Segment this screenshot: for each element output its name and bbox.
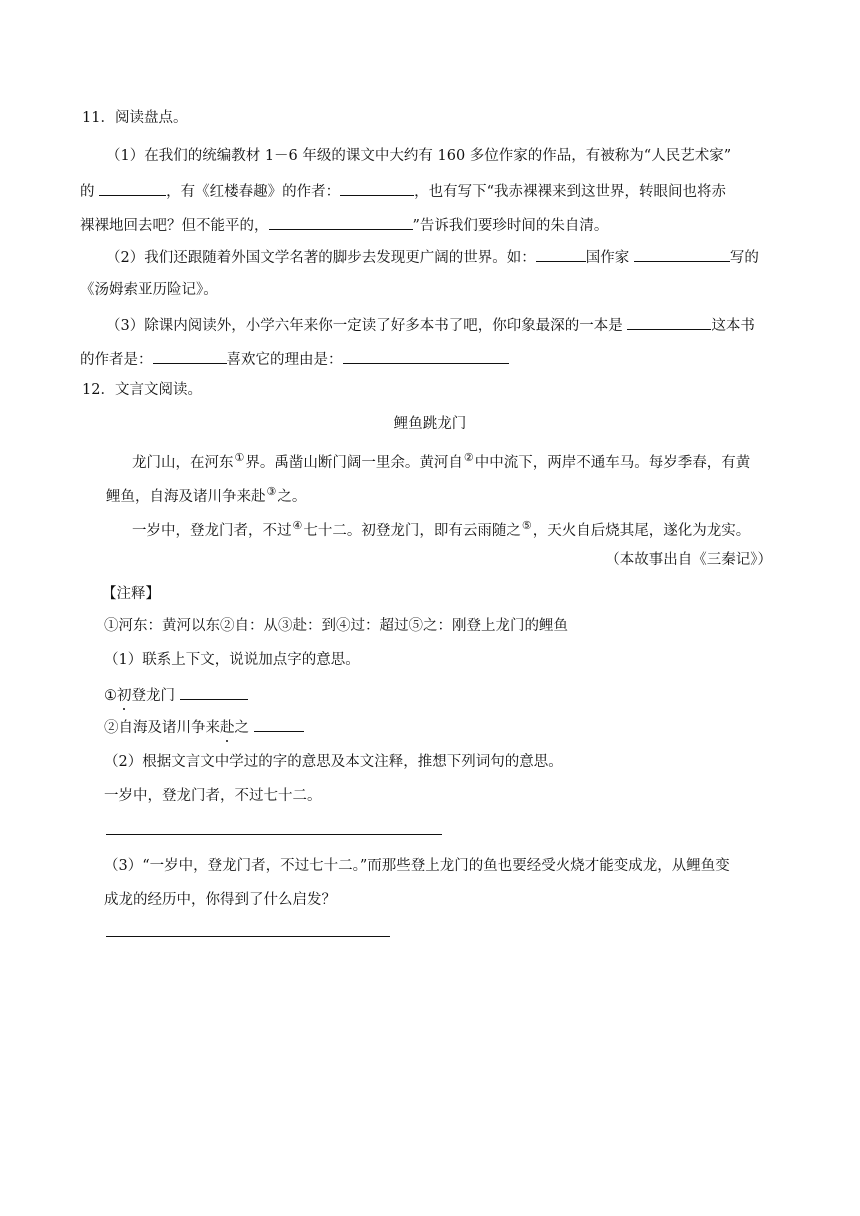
subquestion-1-item-2 — [104, 716, 304, 738]
q11-p3-text-4: 喜欢它的理由是： — [226, 352, 343, 368]
subquestion-2: （2）根据文言文中学过的字的意思及本文注释，推想下列词句的意思。 — [104, 754, 563, 770]
subquestion-1-item-1 — [104, 684, 248, 706]
q11-p2-text-2: 国作家 — [585, 250, 634, 266]
subquestion-2-sentence: 一岁中，登龙门者，不过七十二。 — [104, 788, 322, 804]
answer-blank-book-author[interactable] — [153, 348, 227, 364]
passage-para2 — [132, 516, 750, 541]
q11-p1-text-2: ，有《红楼春趣》的作者： — [166, 184, 341, 200]
dotted-char-chu: 初 — [117, 688, 132, 704]
q11-p2-text-1: （2）我们还跟随着外国文学名著的脚步去发现更广阔的世界。如： — [106, 250, 536, 266]
passage-text-8: ，天火自后烧其尾，遂化为龙实。 — [532, 523, 751, 539]
passage-para1-line-b — [106, 482, 306, 507]
subquestion-1: （1）联系上下文，说说加点字的意思。 — [104, 652, 360, 668]
notes-heading: 【注释】 — [102, 586, 160, 602]
passage-text-6: 一岁中，登龙门者，不过 — [132, 523, 292, 539]
q11-p2-line-a — [106, 246, 759, 268]
q11-p1-line-c — [80, 214, 608, 236]
answer-blank-zhuziqing-title[interactable] — [269, 214, 413, 230]
q11-p1-line-b — [80, 180, 726, 202]
q11-p3-text-1: （3）除课内阅读外，小学六年来你一定读了好多本书了吧，你印象最深的一本是 — [106, 318, 628, 334]
subquestion-3-line-b: 成龙的经历中，你得到了什么启发？ — [104, 892, 336, 908]
q11-p1-text-5: ”告诉我们要珍时间的朱自清。 — [412, 218, 609, 234]
q11-p3-text-2: 这本书 — [711, 318, 755, 334]
q11-p1-line-a: （1）在我们的统编教材 1－6 年级的课文中大约有 160 多位作家的作品，有被称为“人民艺术家” — [106, 148, 732, 164]
note-marker-5: ⑤ — [521, 519, 532, 532]
q11-p1-text-1: 的 — [80, 184, 100, 200]
note-marker-3: ③ — [266, 485, 277, 498]
answer-line-inspiration[interactable] — [106, 936, 390, 937]
passage-para1-line-a — [132, 448, 750, 473]
answer-blank-foreign-author[interactable] — [634, 246, 730, 262]
passage-text-4: 鲤鱼，自海及诸川争来赴 — [106, 489, 266, 505]
answer-blank-favorite-book[interactable] — [627, 314, 711, 330]
passage-source: （本故事出自《三秦记》） — [605, 552, 772, 568]
answer-blank-country[interactable] — [536, 246, 586, 262]
answer-blank-people-artist[interactable] — [99, 180, 166, 196]
passage-text-5: 之。 — [277, 489, 307, 505]
q11-p3-text-3: 的作者是： — [80, 352, 153, 368]
passage-text-1: 龙门山，在河东 — [132, 455, 234, 471]
answer-blank-fu[interactable] — [254, 716, 304, 732]
answer-blank-chu[interactable] — [180, 684, 248, 700]
subquestion-3-line-a: （3）“一岁中，登龙门者，不过七十二。”而那些登上龙门的鱼也要经受火烧才能变成龙，从鲤鱼变 — [104, 858, 730, 874]
dotted-char-fu: 赴 — [220, 720, 235, 736]
q11-p2-line-b: 《汤姆索亚历险记》。 — [80, 282, 218, 298]
passage-text-2: 界。禹凿山断门阔一里余。黄河自 — [245, 455, 463, 471]
q11-p2-text-3: 写的 — [729, 250, 759, 266]
q11-p1-text-4: 裸裸地回去吧？但不能平的， — [80, 218, 269, 234]
item-1-prefix: ① — [104, 688, 117, 704]
passage-text-3: 中中流下，两岸不通车马。每岁季春，有黄 — [474, 455, 751, 471]
item-2-prefix: ②自海及诸川争来 — [104, 720, 220, 736]
item-1-suffix: 登龙门 — [131, 688, 180, 704]
answer-line-translation[interactable] — [106, 834, 442, 835]
passage-text-7: 七十二。初登龙门，即有云雨随之 — [303, 523, 521, 539]
q11-p3-line-a — [106, 314, 755, 336]
q11-title: 11．阅读盘点。 — [82, 110, 188, 126]
q11-p3-line-b — [80, 348, 509, 370]
note-marker-4: ④ — [292, 519, 303, 532]
q12-title: 12．文言文阅读。 — [82, 382, 202, 398]
note-marker-2: ② — [463, 451, 474, 464]
item-2-suffix: 之 — [234, 720, 254, 736]
note-marker-1: ① — [234, 451, 245, 464]
notes-list: ①河东：黄河以东②自：从③赴：到④过：超过⑤之：刚登上龙门的鲤鱼 — [104, 618, 568, 634]
answer-blank-reason[interactable] — [343, 348, 509, 364]
passage-title: 鲤鱼跳龙门 — [393, 416, 467, 432]
answer-blank-hongloucunqu-author[interactable] — [340, 180, 414, 196]
q11-p1-text-3: ，也有写下“我赤裸裸来到这世界，转眼间也将赤 — [414, 184, 727, 200]
